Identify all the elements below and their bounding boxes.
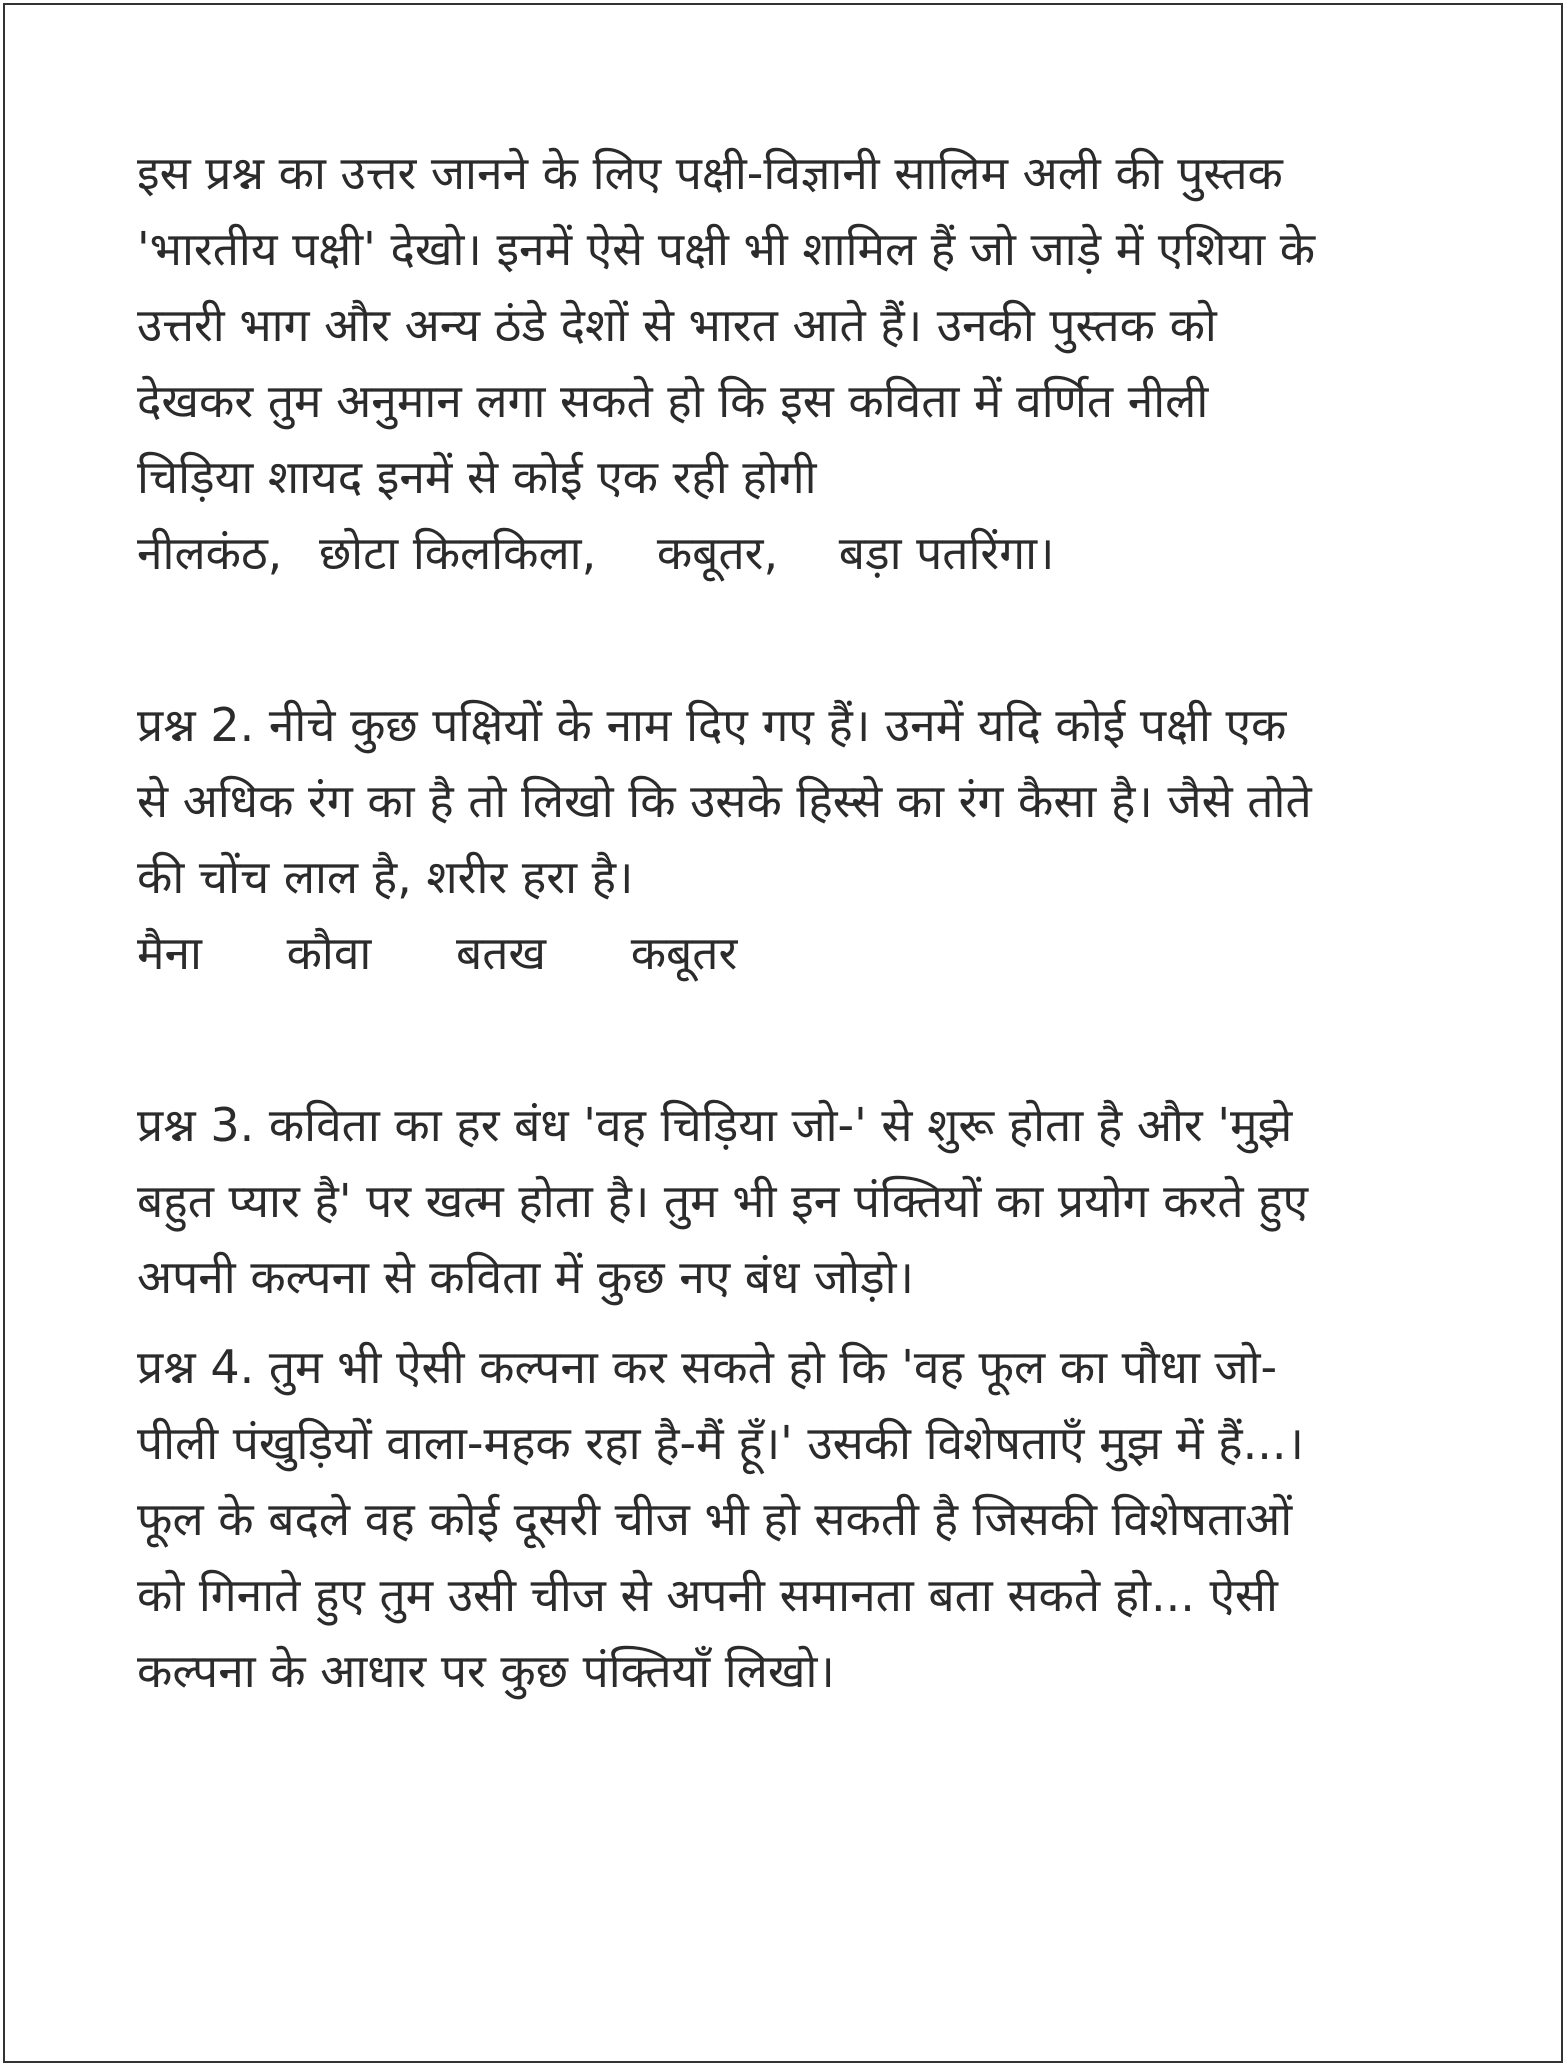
bird-options <box>137 515 1457 591</box>
option-item: छोटा किलकिला, <box>318 526 597 580</box>
question-line: फूल के बदले वह कोई दूसरी चीज भी हो सकती है जिसकी विशेषताओं <box>137 1492 1293 1546</box>
question-line: कल्पना के आधार पर कुछ पंक्तियाँ लिखो। <box>137 1644 835 1698</box>
question-3 <box>137 1087 1457 1315</box>
intro-line: 'भारतीय पक्षी' देखो। इनमें ऐसे पक्षी भी शामिल हैं जो जाड़े में एशिया के <box>137 222 1316 276</box>
intro-paragraph <box>137 135 1457 591</box>
question-line: बहुत प्यार है' पर खत्म होता है। तुम भी इन पंक्तियों का प्रयोग करते हुए <box>137 1174 1309 1228</box>
document-content <box>137 135 1457 1709</box>
question-2 <box>137 687 1457 991</box>
option-item: कबूतर, <box>656 526 779 580</box>
intro-line: चिड़िया शायद इनमें से कोई एक रही होगी <box>137 450 817 504</box>
bird-item: कबूतर <box>630 926 738 980</box>
spacer <box>137 991 1457 1087</box>
question-line: पीली पंखुड़ियों वाला-महक रहा है-मैं हूँ।' उसकी विशेषताएँ मुझ में हैं...। <box>137 1416 1304 1470</box>
bird-list <box>137 915 1457 991</box>
bird-item: कौवा <box>286 926 372 980</box>
page-frame <box>3 3 1563 2063</box>
bird-item: मैना <box>137 926 202 980</box>
intro-line: इस प्रश्न का उत्तर जानने के लिए पक्षी-विज्ञानी सालिम अली की पुस्तक <box>137 146 1283 200</box>
bird-item: बतख <box>455 926 547 980</box>
spacer <box>137 591 1457 687</box>
question-line: से अधिक रंग का है तो लिखो कि उसके हिस्से का रंग कैसा है। जैसे तोते <box>137 774 1312 828</box>
question-line: प्रश्न 4. तुम भी ऐसी कल्पना कर सकते हो कि 'वह फूल का पौधा जो- <box>137 1340 1278 1394</box>
question-line: अपनी कल्पना से कविता में कुछ नए बंध जोड़ो। <box>137 1250 914 1304</box>
question-line: प्रश्न 3. कविता का हर बंध 'वह चिड़िया जो-' से शुरू होता है और 'मुझे <box>137 1098 1293 1152</box>
question-line: प्रश्न 2. नीचे कुछ पक्षियों के नाम दिए गए हैं। उनमें यदि कोई पक्षी एक <box>137 698 1287 752</box>
spacer <box>137 1315 1457 1329</box>
option-item: नीलकंठ, <box>137 526 283 580</box>
intro-line: उत्तरी भाग और अन्य ठंडे देशों से भारत आते हैं। उनकी पुस्तक को <box>137 298 1217 352</box>
question-line: को गिनाते हुए तुम उसी चीज से अपनी समानता बता सकते हो... ऐसी <box>137 1568 1278 1622</box>
option-item: बड़ा पतरिंगा। <box>838 526 1055 580</box>
question-4 <box>137 1329 1457 1709</box>
question-line: की चोंच लाल है, शरीर हरा है। <box>137 850 634 904</box>
intro-line: देखकर तुम अनुमान लगा सकते हो कि इस कविता में वर्णित नीली <box>137 374 1209 428</box>
